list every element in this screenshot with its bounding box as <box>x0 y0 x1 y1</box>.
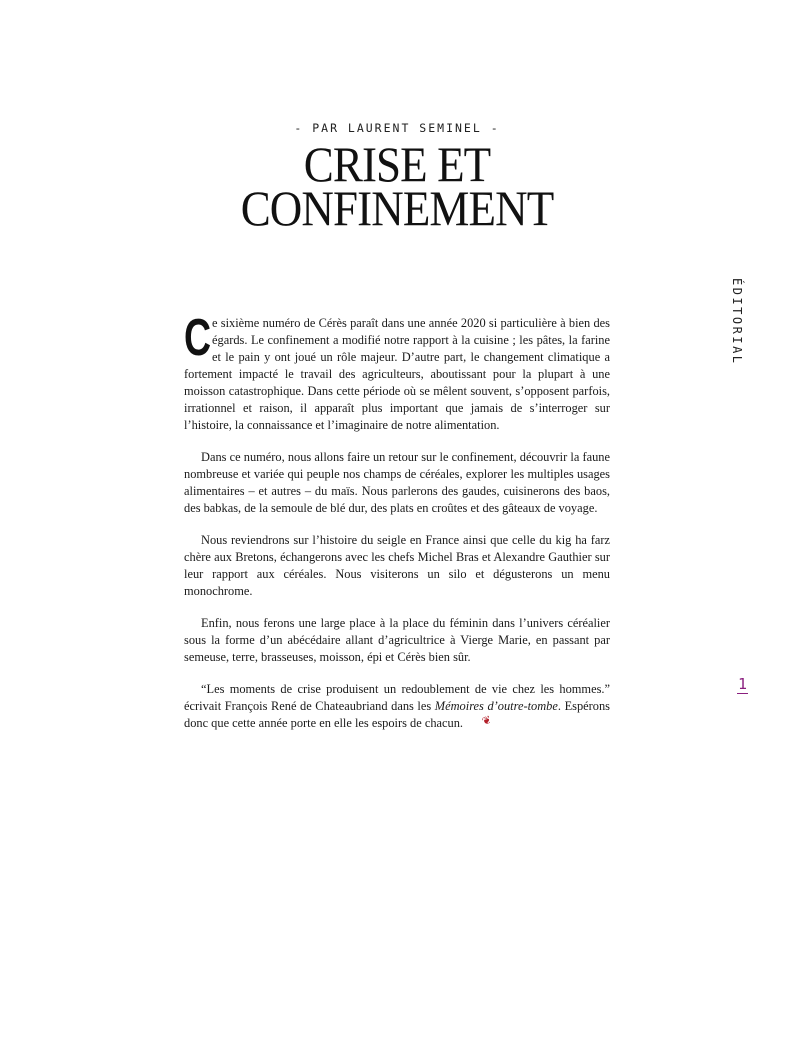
page-title <box>40 136 755 236</box>
article-body <box>184 309 610 748</box>
title-line-2: CONFINEMENT <box>240 180 554 236</box>
section-label: ÉDITORIAL <box>730 278 744 366</box>
paragraph-3: Nous reviendrons sur l’histoire du seigle en France ainsi que celle du kig ha farz chère aux Bretons, échangerons avec les chefs Michel Bras et Alexandre Gauthier sur leur rapport aux céréales. Nous visiterons un silo et dégusterons un menu monochrome. <box>184 533 610 598</box>
paragraph-4: Enfin, nous ferons une large place à la place du féminin dans l’univers céréalier sous la forme d’un abécédaire allant d’agricultrice à Vierge Marie, en passant par semeuse, terre, brasseuses, moisson, épi et Cérès bien sûr. <box>184 616 610 664</box>
closing-text: . Espérons donc que cette année porte en elle les espoirs de chacun. <box>184 699 610 730</box>
drop-cap: C <box>184 309 212 367</box>
paragraph-2: Dans ce numéro, nous allons faire un retour sur le confinement, découvrir la faune nombreuse et variée qui peuple nos champs de céréales, explorer les multiples usages alimentaires – et autres – du maïs. Nous parlerons des gaudes, cuisinerons des baos, des babkas, de la semoule de blé dur, des plats en croûtes et des gâteaux de voyage. <box>184 450 610 515</box>
page-number: 1 <box>738 675 748 693</box>
paragraph-1-text: e sixième numéro de Cérès paraît dans une année 2020 si particulière à bien des égards. Le confinement a modifié notre rapport à la cuisine ; les pâtes, la farine et le pain y ont joué un rôle majeur. D’autre part, le changement climatique a fortement impacté le travail des agriculteurs, aboutissant pour la plupart à une moisson catastrophique. Dans cette période où se mêlent souvent, s’opposent parfois, irrationnel et raison, il apparaît plus important que jamais de s’interroger sur l’histoire, la connaissance et l’imaginaire de notre alimentation. <box>184 316 610 432</box>
quote-text: “Les moments de crise produisent un redoublement de vie chez les hommes.” écrivait François René de Chateaubriand dans les <box>184 682 610 713</box>
author-byline: - PAR LAURENT SEMINEL - <box>294 121 500 135</box>
title-line-1: CRISE ET <box>303 136 491 192</box>
paragraph-1 <box>184 309 610 434</box>
end-mark-icon: ❦ <box>480 713 494 729</box>
book-title: Mémoires d’outre-tombe <box>434 699 558 713</box>
paragraph-5 <box>184 681 610 733</box>
